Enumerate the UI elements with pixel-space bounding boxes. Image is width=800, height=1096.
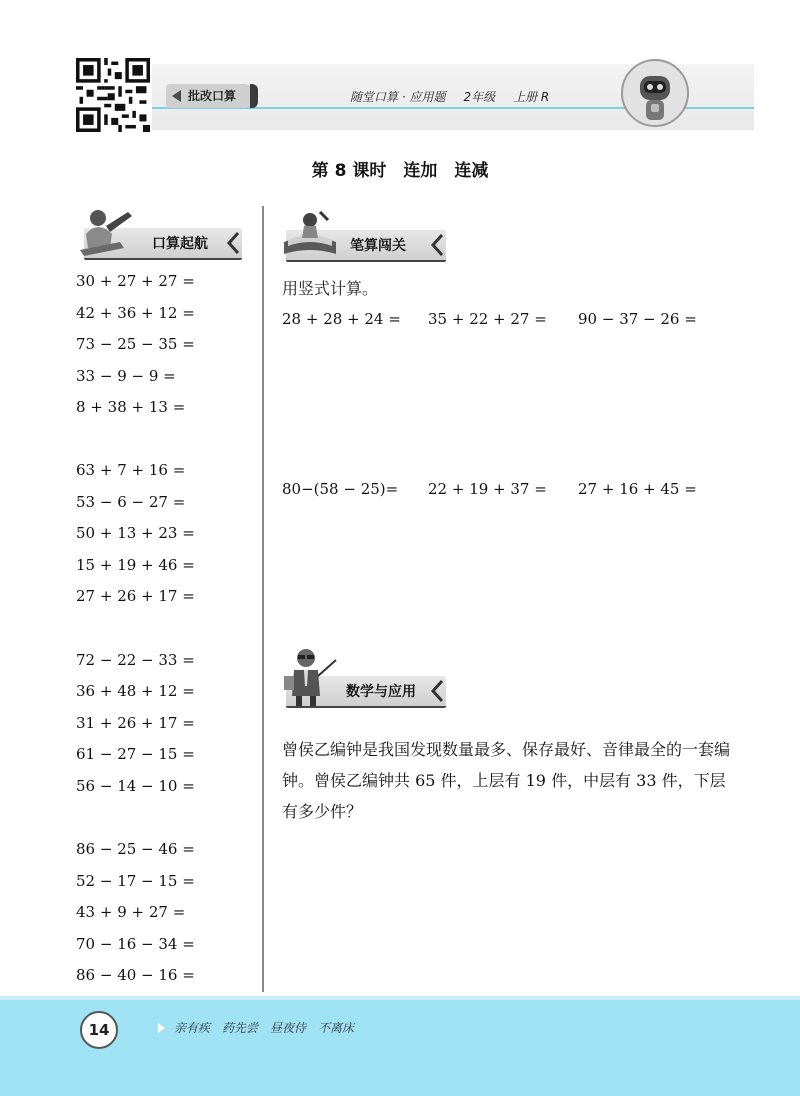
robot-mascot-icon: [620, 58, 690, 128]
column-divider: [262, 206, 264, 992]
grading-tag: 批改口算: [166, 84, 256, 108]
application-section-title: 数学与应用: [346, 684, 416, 700]
oral-exercise: 61 − 27 − 15 =: [76, 745, 195, 763]
written-exercise: 35 + 22 + 27 =: [428, 310, 547, 328]
oral-exercise: 15 + 19 + 46 =: [76, 556, 195, 574]
motto-phrase: 昼夜侍: [270, 1021, 307, 1035]
tag-end-cap: [250, 84, 258, 108]
written-exercise: 27 + 16 + 45 =: [578, 480, 697, 498]
written-exercise: 22 + 19 + 37 =: [428, 480, 547, 498]
application-section-banner: [280, 676, 446, 706]
oral-exercise: 70 − 16 − 34 =: [76, 935, 195, 953]
footer-band: [0, 998, 800, 1096]
series-name: 随堂口算 · 应用题: [350, 90, 446, 104]
written-exercise: 80−(58 − 25)=: [282, 480, 399, 498]
page-number: 14: [80, 1011, 118, 1049]
written-exercise: 28 + 28 + 24 =: [282, 310, 401, 328]
written-section-title: 笔算闯关: [350, 238, 406, 254]
word-problem: 曾侯乙编钟是我国发现数量最多、保存最好、音律最全的一套编钟。曾侯乙编钟共 65 件，上层有 19 件，中层有 33 件，下层有多少件？: [282, 740, 731, 821]
oral-section-banner: [76, 228, 242, 258]
oral-exercise: 86 − 40 − 16 =: [76, 966, 195, 984]
oral-exercise: 43 + 9 + 27 =: [76, 903, 186, 921]
footer-motto: [174, 1019, 366, 1036]
book-mascot-icon: [280, 206, 342, 262]
oral-exercise: 50 + 13 + 23 =: [76, 524, 195, 542]
series-title: [350, 88, 567, 105]
teacher-mascot-icon: [280, 646, 342, 708]
series-volume: 上册 R: [513, 90, 550, 104]
girl-mascot-icon: [76, 204, 138, 260]
written-exercise: 90 − 37 − 26 =: [578, 310, 697, 328]
series-grade: 2年级: [463, 90, 496, 104]
triangle-right-icon: [158, 1023, 165, 1033]
motto-phrase: 药先尝: [222, 1021, 259, 1035]
motto-phrase: 不离床: [318, 1021, 355, 1035]
oral-exercise: 56 − 14 − 10 =: [76, 777, 195, 795]
oral-exercise: 30 + 27 + 27 =: [76, 272, 195, 290]
qr-code-icon: [76, 58, 150, 132]
chevron-left-icon: [226, 231, 240, 255]
oral-exercise: 31 + 26 + 17 =: [76, 714, 195, 732]
chevron-left-icon: [430, 233, 444, 257]
oral-exercise: 63 + 7 + 16 =: [76, 461, 186, 479]
oral-section-title: 口算起航: [152, 236, 208, 252]
oral-exercise: 8 + 38 + 13 =: [76, 398, 186, 416]
motto-phrase: 亲有疾: [174, 1021, 211, 1035]
written-instruction: 用竖式计算。: [282, 279, 379, 298]
lesson-title: 第 8 课时 连加 连减: [311, 161, 489, 181]
oral-exercise: 36 + 48 + 12 =: [76, 682, 195, 700]
written-section-banner: [280, 230, 446, 260]
oral-exercise: 52 − 17 − 15 =: [76, 872, 195, 890]
oral-exercise: 27 + 26 + 17 =: [76, 587, 195, 605]
oral-exercise: 33 − 9 − 9 =: [76, 367, 176, 385]
footer-rule: [0, 996, 800, 1000]
chevron-left-icon: [430, 679, 444, 703]
oral-exercise: 86 − 25 − 46 =: [76, 840, 195, 858]
oral-exercise: 42 + 36 + 12 =: [76, 304, 195, 322]
oral-exercise: 72 − 22 − 33 =: [76, 651, 195, 669]
tag-arrow-icon: [172, 90, 181, 102]
oral-exercise: 73 − 25 − 35 =: [76, 335, 195, 353]
oral-exercise: 53 − 6 − 27 =: [76, 493, 186, 511]
